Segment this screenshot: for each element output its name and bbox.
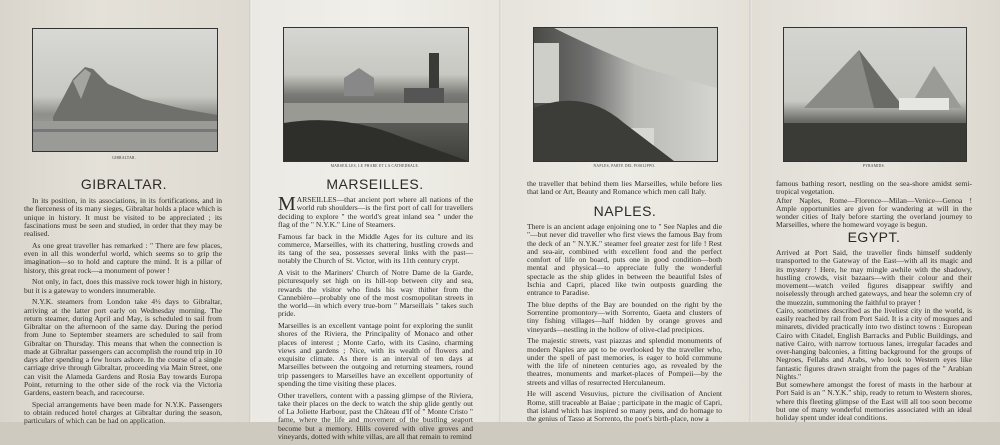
paragraph: The blue depths of the Bay are bounded on the right by the Sorrentine promontory—with Sorrento, Gaeta and clusters of tiny fishing villages—half hidden by orange groves and vineyards—nestling in the hollow of olive-clad precipices. [527, 299, 722, 334]
continued-text [776, 180, 972, 233]
photo-caption: GIBRALTAR. [112, 156, 136, 160]
marseilles-photo [283, 27, 469, 162]
paragraph: There is an ancient adage enjoining one to " See Naples and die "—but never did traveller who first views the famous Bay from the deck of an " N.Y.K." steamer feel greater zest for life ! Rest and sea-air, combined with excellent food and the perfect comfort of life on board, puts one in good condition—both mental and physical—to appreciate fully the wonderful spectacle as the ship glides in between the beautiful Isles of Ischia and Capri, placed like twin outposts guarding the entrance to Paradise. [527, 222, 722, 297]
paragraph: After Naples, Rome—Florence—Milan—Venice—Genoa ! Ample opportunities are given for wandering at will in the wonder cities of Italy before starting the overland journey to Marseilles, where the homeward voyage is begun. [776, 195, 972, 230]
paragraph: Arrived at Port Said, the traveller finds himself suddenly transported to the Gateway of the East—with all its magic and its mystery ! Here, he may mingle awhile with the shadowy, hustling crowds, visit bazaars—with their colour and their movement—watch veiled figures disappear swiftly and noiselessly through arched gateways, and hear the solemn cry of the muezzin, summoning the faithful to prayer ! [776, 248, 972, 307]
panel-egypt [750, 0, 1000, 422]
harbour-illustration [284, 28, 468, 161]
section-heading: NAPLES. [593, 203, 657, 219]
paragraph: He will ascend Vesuvius, picture the civilisation of Ancient Rome, still traceable at Baiae ; participate in the magic of Capri, that island which has inspired so many pens, and do homage to the genius of Tasso at Sorrento, the poet's birth-place, now a [527, 389, 722, 423]
paragraph: Famous far back in the Middle Ages for its culture and its commerce, Marseilles, with its chattering, hustling crowds and its tang of the sea, possesses several links with the past—notably the Church of St. Victor, with its 11th century crypt. [278, 231, 473, 266]
photo-caption: PYRAMIDS. [862, 164, 886, 168]
paragraph: the traveller that behind them lies Marseilles, while before lies that land or Art, Beauty and Romance which men call Italy. [527, 179, 722, 197]
naples-photo [533, 27, 718, 162]
panel-marseilles [250, 0, 500, 441]
section-body [527, 223, 722, 427]
photo-caption: MARSEILLES, LE PHARE ET LA CATHEDRALE. [330, 164, 420, 168]
section-heading: GIBRALTAR. [80, 176, 168, 192]
paragraph: A visit to the Mariners' Church of Notre Dame de la Garde, picturesquely set high on its hill-top between city and sea, rewards the visitor who finds his way thither from the Cannebière—probably one of the most cosmopolitan streets in the world—in which every true-born " Marseillais " takes such pride. [278, 268, 473, 319]
panel-naples [500, 0, 750, 422]
section-heading: EGYPT. [847, 229, 901, 245]
rock-illustration [33, 29, 217, 151]
paragraph: Marseilles is an excellent vantage point for exploring the sunlit shores of the Riviera, the Principality of Monaco and other places of interest ; Monte Carlo, with its Casino, charming views and gardens ; Nice, with its wealth of flowers and exquisite climate. As there is an interval of ten days at Marseilles between the outgoing and returning steamers, round trip passengers to Marseilles have an excellent opportunity of spending the time visiting these places. [278, 321, 473, 388]
paragraph: ARSEILLES—that ancient port where all nations of the world rub shoulders—is the first port of call for travellers deciding to explore " the world's great inland sea " under the flag of the " N.Y.K." Line of Steamers. [278, 195, 473, 229]
panel-gibraltar [0, 0, 250, 426]
fold-line [749, 0, 752, 422]
paragraph: Cairo, sometimes described as the liveliest city in the world, is easily reached by rail from Port Said. It is a city of mosques and minarets, divided practically into two distinct towns : European Cairo with Citadel, English Barracks and Public Buildings, and native Cairo, with narrow tortuous lanes, irregular facades and over-hanging balconies, a fitting background for the groups of Negroes, Fellahs and Arabs, who look to Western eyes like fantastic figures drawn straight from the pages of the " Arabian Nights." [776, 305, 972, 381]
paragraph: As one great traveller has remarked : " There are few places, even in all this wonderful world, which seems so to grip the imagination—so to hold and capture the mind. It is a pillar of history, this great rock—a monument of power ! [24, 240, 222, 275]
section-body [278, 193, 473, 445]
section-body [776, 249, 972, 426]
continued-text [527, 180, 722, 200]
paragraph: Not only, in fact, does this massive rock tower high in history, but it is a gateway to wonders innumerable. [24, 277, 222, 295]
paragraph: The majestic streets, vast piazzas and splendid monuments of modern Naples are apt to be overlooked by the traveller who, under the spell of past memories, is eager to hold commune with the life of nineteen centuries ago, as revealed by the theatres, monuments and market-places of Pompeii—by the streets and villas of resurrected Herculaneum. [527, 336, 722, 387]
paragraph: Special arrangements have been made for N.Y.K. Passengers to obtain reduced hotel charges at Gibraltar during the season, particulars of which can be had on application. [24, 399, 222, 426]
drop-cap: M [278, 193, 296, 215]
section-heading: MARSEILLES. [326, 176, 424, 192]
paragraph: But somewhere amongst the forest of masts in the harbour at Port Said is an " N.Y.K." ship, ready to return to Western shores, where this fleeting glimpse of the East will all too soon become but one of many wonderful memories associated with an ideal holiday spent under ideal conditions. [776, 380, 972, 422]
gibraltar-photo [32, 28, 218, 152]
fold-line [499, 0, 502, 422]
section-body [24, 197, 222, 429]
pyramids-illustration [784, 28, 966, 161]
paragraph: famous bathing resort, nestling on the sea-shore amidst semi-tropical vegetation. [776, 179, 972, 197]
paragraph: Other travellers, content with a passing glimpse of the Riviera, take their places on the deck to watch the ship glide gently out of La Joliette Harbour, past the Château d'If of " Monte Cristo " fame, where the life and movement of the bustling seaport become but a memory. Hills covered with olive groves and vineyards, dotted with white villas, are all that remain to remind [278, 390, 473, 441]
pyramids-photo [783, 27, 967, 162]
paragraph: In its position, in its associations, in its fortifications, and in the fierceness of its many sieges, Gibraltar holds a place which is unique in history. It must be visited to be appreciated ; its fascinations must be seen and studied, in order that they may be realised. [24, 196, 222, 238]
coast-illustration [534, 28, 717, 161]
paragraph: N.Y.K. steamers from London take 4½ days to Gibraltar, arriving at the latter port early on Wednesday morning. The return steamer, during April and May, is scheduled to sail from Gibraltar on the afternoon of the same day. During the period from June to September steamers are scheduled to sail from Gibraltar on Thursday. This means that when the connection is made at Gibraltar passengers can accomplish the round trip in 10 days after spending a few hours ashore. In the course of a single carriage drive through Gibraltar, proceeding via Main Street, one can visit the Alameda Gardens and Rosia Bay towards Europa Point, returning to the other side of the rock via the Victoria Gardens, eastern beach, and racecourse. [24, 297, 222, 397]
photo-caption: NAPLES, PARTE DEL POSILIPPO. [593, 164, 656, 168]
fold-line [249, 0, 252, 422]
